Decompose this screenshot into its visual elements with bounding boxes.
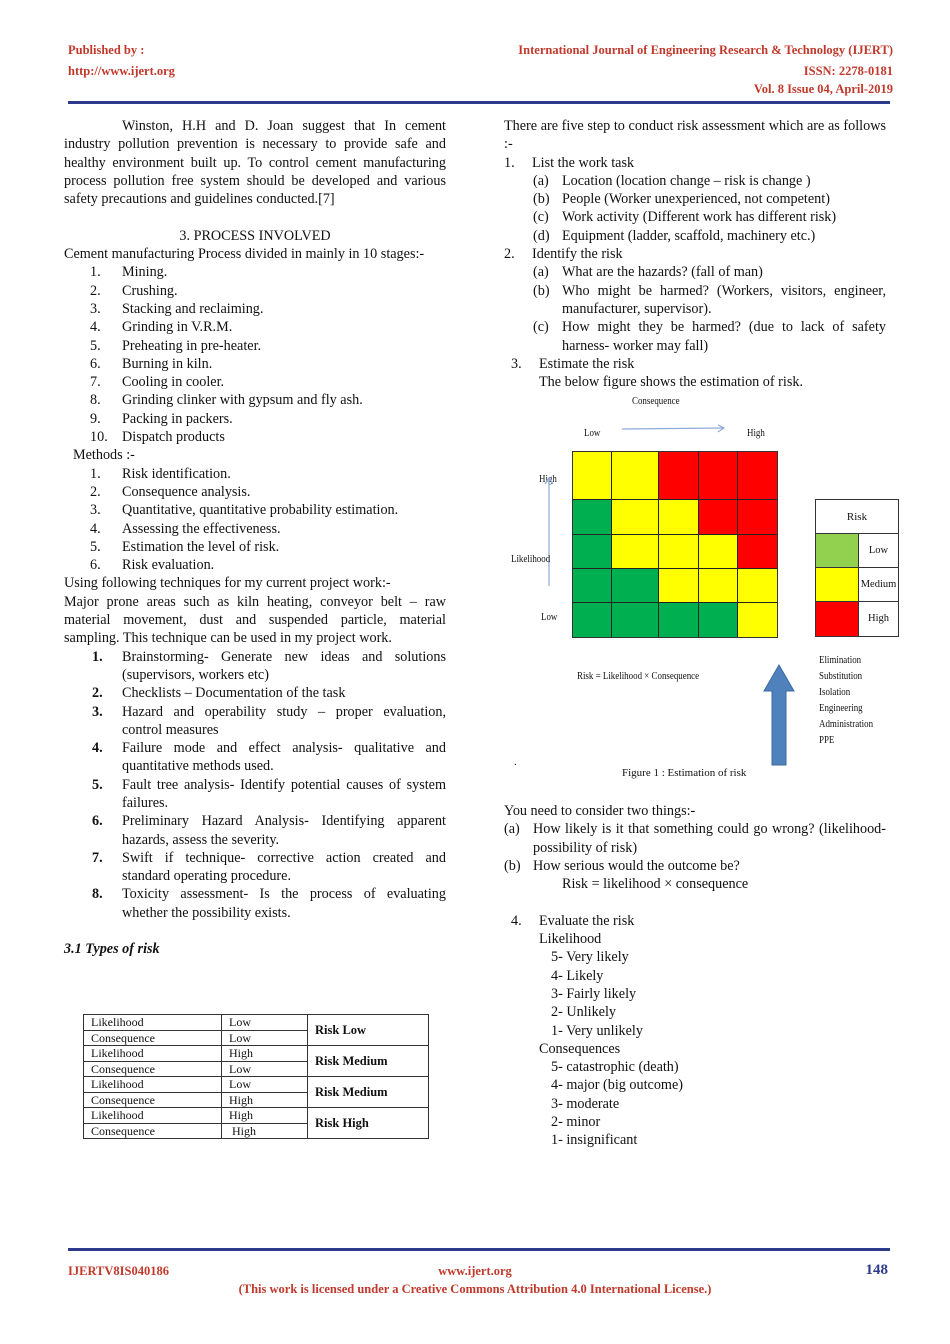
list-item (533, 263, 886, 281)
consequences-heading: Consequences (539, 1040, 621, 1057)
list-item-number: (b) (533, 191, 550, 208)
list-item-text: Estimation the level of risk. (122, 538, 280, 555)
list-item-text: Checklists – Documentation of the task (122, 685, 346, 702)
list-item-text: Cooling in cooler. (122, 374, 225, 391)
methods-label: Methods :- (73, 447, 135, 464)
techniques-intro: Using following techniques for my current project work:- (64, 575, 391, 592)
risk-legend (815, 499, 899, 637)
list-item (92, 684, 446, 702)
list-item-text: Grinding clinker with gypsum and fly ash. (122, 392, 363, 409)
likelihood-low-label: Low (541, 612, 558, 623)
list-item-number: 9. (90, 410, 101, 427)
list-item-number: (a) (504, 821, 520, 838)
risk-matrix-grid (572, 451, 778, 638)
risk-formula: Risk = likelihood × consequence (562, 876, 749, 893)
risk-types-table (83, 1014, 429, 1139)
matrix-cell (573, 569, 612, 603)
list-item (90, 282, 446, 300)
volume-issue: Vol. 8 Issue 04, April-2019 (753, 82, 893, 96)
factor-cell: Consequence (84, 1061, 222, 1077)
matrix-cell (573, 535, 612, 569)
level-cell: Low (222, 1061, 308, 1077)
list-item-number: 7. (92, 849, 103, 866)
list-item-text: How might they be harmed? (due to lack of safety harness- worker may fall) (562, 319, 886, 354)
list-item-number: 6. (90, 557, 101, 574)
legend-label: Medium (860, 579, 897, 590)
issn: ISSN: 2278-0181 (803, 64, 893, 78)
likelihood-high-label: High (539, 474, 557, 485)
intro-paragraph: Winston, H.H and D. Joan suggest that In cement industry pollution prevention is necessary to provide safe and healthy environment built up. To control cement manufacturing process pollution free system should be developed and various safety precautions and guidelines conducted.[7] (64, 118, 446, 208)
list-item-text: Failure mode and effect analysis- qualitative and quantitative methods used. (122, 740, 446, 775)
left-column (64, 117, 446, 959)
level-cell: Low (222, 1030, 308, 1046)
matrix-cell (612, 535, 659, 569)
list-item (92, 703, 446, 740)
list-item (504, 820, 886, 857)
hierarchy-item: Engineering (819, 703, 863, 714)
list-item-text: Risk evaluation. (122, 557, 215, 574)
matrix-cell (699, 569, 738, 603)
matrix-cell (738, 569, 777, 603)
list-item-number: 4. (92, 740, 103, 757)
list-item (90, 318, 446, 336)
matrix-cell (738, 535, 777, 569)
factor-cell: Likelihood (84, 1077, 222, 1093)
matrix-cell (659, 535, 699, 569)
journal-name: International Journal of Engineering Research & Technology (IJERT) (518, 43, 893, 57)
list-item-number: 3. (90, 502, 101, 519)
level-item: 2- minor (551, 1114, 601, 1131)
list-item-number: 2. (92, 685, 103, 702)
stages-list (64, 263, 446, 446)
matrix-cell (699, 452, 738, 500)
list-item-number: (c) (533, 209, 549, 226)
legend-row (816, 568, 898, 602)
control-hierarchy-arrow-icon (763, 664, 795, 766)
list-item-text: Assessing the effectiveness. (122, 520, 281, 537)
step-number: 4. (511, 912, 522, 929)
level-item: 1- Very unlikely (551, 1022, 643, 1039)
list-item (90, 428, 446, 446)
risk-result-cell: Risk Low (308, 1015, 429, 1046)
step-4 (504, 912, 886, 930)
list-item (533, 190, 886, 208)
list-item-text: Stacking and reclaiming. (122, 300, 264, 317)
steps-intro: There are five step to conduct risk assessment which are as follows :- (504, 118, 886, 153)
list-item-text: Dispatch products (122, 429, 225, 446)
step-number: 3. (511, 355, 522, 372)
list-item-number: 7. (90, 374, 101, 391)
list-item-number: 8. (92, 886, 103, 903)
list-item-text: Consequence analysis. (122, 483, 251, 500)
legend-label: High (868, 613, 889, 624)
matrix-cell (699, 500, 738, 535)
factor-cell: Consequence (84, 1123, 222, 1139)
likelihood-heading: Likelihood (539, 931, 602, 948)
list-item (90, 263, 446, 281)
factor-cell: Consequence (84, 1030, 222, 1046)
list-item (90, 355, 446, 373)
stray-dot: . (514, 756, 517, 768)
list-item-text: Burning in kiln. (122, 355, 213, 372)
legend-swatch (816, 568, 859, 601)
page-number: 148 (865, 1262, 888, 1278)
matrix-cell (738, 452, 777, 500)
figure-caption: Figure 1 : Estimation of risk (622, 767, 747, 779)
list-item-number: 8. (90, 392, 101, 409)
list-item-number: (a) (533, 264, 549, 281)
step-1-items (504, 172, 886, 245)
matrix-cell (659, 500, 699, 535)
types-of-risk-title: 3.1 Types of risk (64, 941, 160, 958)
matrix-cell (659, 569, 699, 603)
paper-id: IJERTV8IS040186 (68, 1264, 169, 1278)
list-item (533, 208, 886, 226)
list-item-number: 5. (90, 337, 101, 354)
matrix-cell (612, 500, 659, 535)
list-item (90, 538, 446, 556)
consequence-arrow-icon (622, 424, 726, 434)
list-item-text: Swift if technique- corrective action created and standard operating procedure. (122, 849, 446, 885)
list-item (92, 812, 446, 849)
footer-divider (68, 1248, 890, 1251)
step-2-items (504, 263, 886, 354)
risk-result-cell: Risk Medium (308, 1046, 429, 1077)
list-item-text: What are the hazards? (fall of man) (562, 264, 763, 281)
level-item: 4- Likely (551, 967, 604, 984)
list-item-number: (b) (533, 282, 550, 299)
list-item-number: 2. (90, 282, 101, 299)
list-item-number: 1. (90, 465, 101, 482)
table-row (84, 1077, 429, 1093)
step-number: 2. (504, 246, 515, 263)
step-3-text: The below figure shows the estimation of risk. (539, 374, 803, 391)
list-item-text: Preliminary Hazard Analysis- Identifying apparent hazards, assess the severity. (122, 813, 446, 848)
factor-cell: Likelihood (84, 1108, 222, 1124)
list-item-text: Equipment (ladder, scaffold, machinery etc.) (562, 227, 816, 244)
consider-list (504, 820, 886, 875)
matrix-cell (612, 603, 659, 637)
list-item (90, 300, 446, 318)
level-item: 3- moderate (551, 1095, 620, 1112)
likelihood-levels (504, 948, 886, 1039)
factor-cell: Consequence (84, 1092, 222, 1108)
factor-cell: Likelihood (84, 1046, 222, 1062)
list-item (90, 465, 446, 483)
list-item-text: How serious would the outcome be? (533, 857, 740, 874)
list-item (533, 282, 886, 319)
matrix-cell (573, 452, 612, 500)
step-1 (504, 154, 886, 172)
list-item (90, 373, 446, 391)
list-item-text: Crushing. (122, 282, 178, 299)
likelihood-arrow-icon (544, 476, 554, 586)
list-item-text: Fault tree analysis- Identify potential causes of system failures. (122, 776, 446, 811)
step-text: Identify the risk (532, 246, 623, 263)
table-row (84, 1046, 429, 1062)
consequence-axis-label: Consequence (632, 396, 680, 407)
table-row (84, 1108, 429, 1124)
level-cell: High (222, 1046, 308, 1062)
level-item: 2- Unlikely (551, 1004, 617, 1021)
step-number: 1. (504, 154, 515, 171)
step-text: Estimate the risk (539, 355, 635, 372)
list-item-text: Who might be harmed? (Workers, visitors, engineer, manufacturer, supervisor). (562, 282, 886, 317)
hierarchy-item: Isolation (819, 687, 851, 698)
level-item: 3- Fairly likely (551, 985, 637, 1002)
license-notice: (This work is licensed under a Creative Commons Attribution 4.0 International License.) (238, 1282, 712, 1296)
list-item-number: 4. (90, 520, 101, 537)
list-item-text: People (Worker unexperienced, not competent) (562, 191, 830, 208)
level-item: 5- Very likely (551, 949, 629, 966)
hierarchy-item: PPE (819, 735, 835, 746)
list-item-number: (c) (533, 319, 549, 336)
list-item-text: Quantitative, quantitative probability estimation. (122, 502, 399, 519)
consequence-levels (504, 1058, 886, 1149)
list-item-number: (b) (504, 857, 521, 874)
level-cell: High (222, 1092, 308, 1108)
consequence-high-label: High (747, 428, 765, 439)
footer-url[interactable]: www.ijert.org (438, 1264, 512, 1278)
consider-intro: You need to consider two things:- (504, 803, 696, 819)
list-item (504, 857, 886, 875)
risk-matrix-figure (504, 390, 904, 790)
list-item (92, 648, 446, 685)
list-item-number: 4. (90, 319, 101, 336)
list-item (92, 885, 446, 922)
legend-swatch (816, 534, 859, 567)
matrix-cell (612, 569, 659, 603)
list-item (90, 337, 446, 355)
list-item (533, 318, 886, 355)
list-item-text: Toxicity assessment- Is the process of evaluating whether the possibility exists. (122, 886, 446, 921)
list-item-number: 6. (92, 813, 103, 830)
legend-swatch (816, 602, 859, 636)
control-hierarchy-list (819, 653, 873, 749)
list-item-text: Brainstorming- Generate new ideas and solutions (supervisors, workers etc) (122, 648, 446, 683)
legend-title: Risk (816, 500, 898, 534)
table-row (84, 1015, 429, 1031)
matrix-cell (738, 500, 777, 535)
likelihood-axis-label: Likelihood (511, 554, 551, 565)
legend-label: Low (868, 545, 889, 556)
publisher-link[interactable]: http://www.ijert.org (68, 64, 175, 78)
list-item (90, 391, 446, 409)
hierarchy-item: Administration (819, 719, 874, 730)
step-text: List the work task (532, 154, 635, 171)
process-intro: Cement manufacturing Process divided in mainly in 10 stages:- (64, 246, 425, 263)
list-item-text: Packing in packers. (122, 410, 233, 427)
list-item-text: Location (location change – risk is change ) (562, 172, 811, 189)
legend-row (816, 602, 898, 636)
list-item-number: (d) (533, 227, 550, 244)
matrix-cell (738, 603, 777, 637)
list-item-number: 1. (92, 648, 103, 665)
matrix-cell (659, 452, 699, 500)
level-item: 1- insignificant (551, 1132, 638, 1149)
list-item (90, 520, 446, 538)
list-item-number: 3. (92, 703, 103, 720)
level-cell: Low (222, 1015, 308, 1031)
list-item-number: (a) (533, 172, 549, 189)
list-item-number: 3. (90, 300, 101, 317)
matrix-cell (699, 603, 738, 637)
list-item-text: Mining. (122, 264, 168, 281)
step-3 (504, 355, 886, 373)
level-cell: High (222, 1123, 308, 1139)
level-item: 5- catastrophic (death) (551, 1059, 679, 1076)
list-item-number: 1. (90, 264, 101, 281)
list-item-text: Hazard and operability study – proper evaluation, control measures (122, 703, 446, 738)
methods-list (64, 465, 446, 575)
list-item-number: 6. (90, 355, 101, 372)
list-item (92, 849, 446, 886)
list-item-number: 5. (92, 776, 103, 793)
header-divider (68, 101, 890, 104)
risk-formula-label: Risk = Likelihood × Consequence (577, 671, 700, 682)
right-column (504, 117, 886, 391)
hierarchy-item: Substitution (819, 671, 863, 682)
factor-cell: Likelihood (84, 1015, 222, 1031)
list-item (533, 172, 886, 190)
right-column-lower (504, 802, 886, 1150)
techniques-list (64, 648, 446, 922)
list-item-text: Risk identification. (122, 465, 231, 482)
prone-areas-paragraph: Major prone areas such as kiln heating, conveyor belt – raw material movement, dust and suspended particle, material sampling. This technique can be used in my project work. (64, 593, 446, 647)
list-item (90, 501, 446, 519)
list-item (92, 739, 446, 776)
list-item-text: Preheating in pre-heater. (122, 337, 262, 354)
legend-row (816, 534, 898, 568)
matrix-cell (659, 603, 699, 637)
list-item-text: How likely is it that something could go wrong? (likelihood- possibility of risk) (533, 821, 886, 856)
step-text: Evaluate the risk (539, 912, 635, 929)
list-item (90, 483, 446, 501)
list-item-number: 10. (90, 429, 108, 446)
risk-result-cell: Risk Medium (308, 1077, 429, 1108)
list-item-number: 5. (90, 538, 101, 555)
hierarchy-item: Elimination (819, 655, 862, 666)
list-item-text: Work activity (Different work has different risk) (562, 209, 837, 226)
list-item (90, 556, 446, 574)
list-item-text: Grinding in V.R.M. (122, 319, 233, 336)
publisher-label: Published by : (68, 43, 145, 57)
matrix-cell (573, 603, 612, 637)
matrix-cell (699, 535, 738, 569)
list-item (533, 227, 886, 245)
list-item (92, 776, 446, 813)
section-title: 3. PROCESS INVOLVED (179, 227, 331, 244)
risk-result-cell: Risk High (308, 1108, 429, 1139)
matrix-cell (573, 500, 612, 535)
level-cell: High (222, 1108, 308, 1124)
step-2 (504, 245, 886, 263)
level-cell: Low (222, 1077, 308, 1093)
level-item: 4- major (big outcome) (551, 1077, 683, 1094)
list-item-number: 2. (90, 483, 101, 500)
matrix-cell (612, 452, 659, 500)
list-item (90, 410, 446, 428)
consequence-low-label: Low (584, 428, 601, 439)
